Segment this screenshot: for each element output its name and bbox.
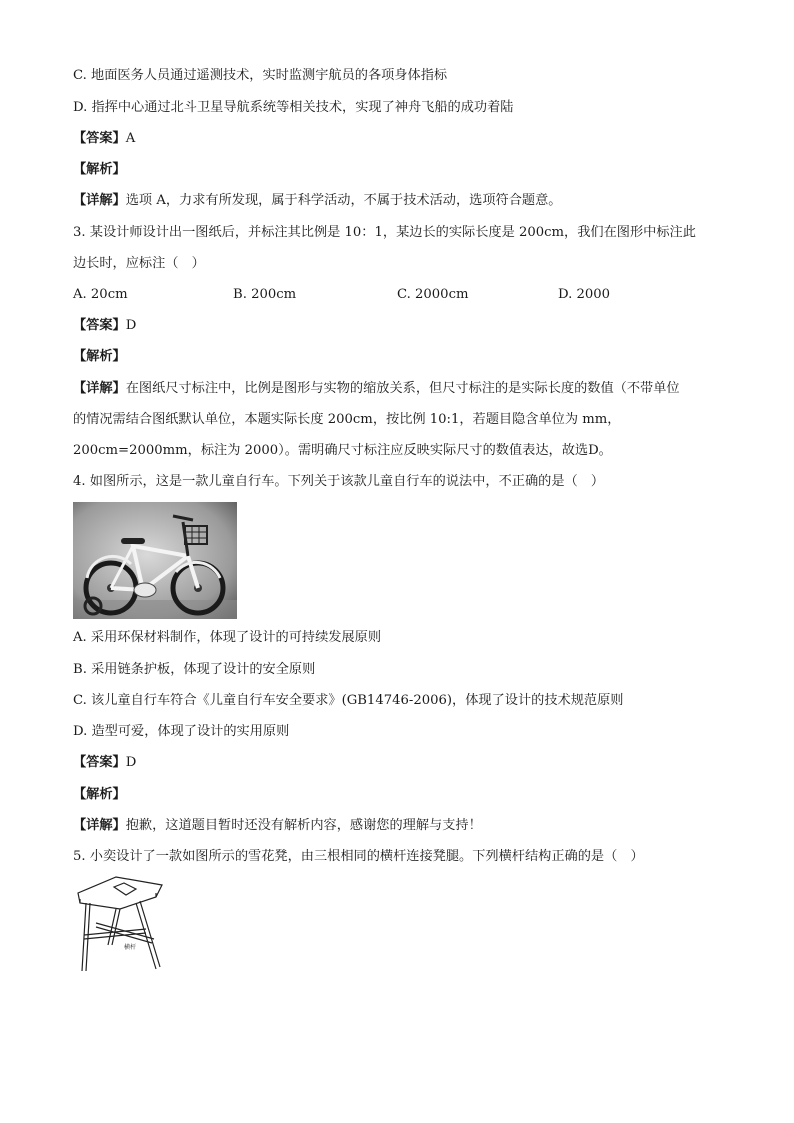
q3-option-c: C. 2000cm (397, 287, 469, 302)
bicycle-photo (73, 502, 237, 619)
q2-detail (73, 192, 561, 210)
q4-option-d: D. 造型可爱，体现了设计的实用原则 (73, 724, 290, 739)
q3-option-b: B. 200cm (233, 287, 297, 302)
analysis-tag: 【解析】 (73, 787, 126, 802)
q3-detail-line3: 200cm=2000mm，标注为 2000）。需明确尺寸标注应反映实际尺寸的数值表达，故选D。 (73, 443, 612, 458)
q2-answer (73, 130, 135, 148)
detail-text: 抱歉，这道题目暂时还没有解析内容，感谢您的理解与支持！ (125, 818, 482, 833)
analysis-tag: 【解析】 (73, 162, 126, 177)
q4-option-c: C. 该儿童自行车符合《儿童自行车安全要求》(GB14746-2006)，体现了设计的技术规范原则 (73, 693, 624, 708)
detail-tag: 【详解】 (73, 381, 126, 396)
q4-stem: 4. 如图所示，这是一款儿童自行车。下列关于该款儿童自行车的说法中，不正确的是（ ） (73, 474, 605, 489)
q3-analysis-tag (73, 348, 126, 366)
detail-tag: 【详解】 (73, 193, 126, 208)
analysis-tag: 【解析】 (73, 349, 126, 364)
detail-tag: 【详解】 (73, 818, 126, 833)
q3-option-d: D. 2000 (558, 287, 611, 302)
stool-figure (76, 873, 168, 973)
q3-detail-line2: 的情况需结合图纸默认单位，本题实际长度 200cm，按比例 10:1，若题目隐含单位为 mm， (73, 412, 621, 427)
answer-value: D (125, 318, 137, 333)
detail-text: 选项 A，力求有所发现，属于科学活动，不属于技术活动，选项符合题意。 (125, 193, 562, 208)
answer-tag: 【答案】 (73, 755, 126, 770)
q5-stem: 5. 小奕设计了一款如图所示的雪花凳，由三根相同的横杆连接凳腿。下列横杆结构正确的是（ ） (73, 849, 644, 864)
q4-option-a: A. 采用环保材料制作，体现了设计的可持续发展原则 (73, 630, 382, 645)
q4-detail (73, 817, 482, 835)
q2-option-c: C. 地面医务人员通过遥测技术，实时监测宇航员的各项身体指标 (73, 68, 448, 83)
q3-answer (73, 317, 136, 335)
answer-value: A (125, 131, 136, 146)
q2-analysis-tag (73, 161, 126, 179)
q3-stem-line2: 边长时，应标注（ ） (73, 256, 205, 271)
q3-option-a: A. 20cm (73, 287, 128, 302)
detail-text: 在图纸尺寸标注中，比例是图形与实物的缩放关系，但尺寸标注的是实际长度的数值（不带单位 (125, 381, 680, 396)
answer-value: D (125, 755, 137, 770)
q4-option-b: B. 采用链条护板，体现了设计的安全原则 (73, 662, 316, 677)
answer-tag: 【答案】 (73, 131, 126, 146)
q3-stem-line1: 3. 某设计师设计出一图纸后，并标注其比例是 10：1，某边长的实际长度是 200cm，我们在图形中标注此 (73, 225, 696, 240)
q4-analysis-tag (73, 786, 126, 804)
answer-tag: 【答案】 (73, 318, 126, 333)
q3-detail-line1 (73, 380, 680, 398)
crossbar-label: 横杆 (124, 944, 137, 951)
q4-answer (73, 754, 136, 772)
q2-option-d: D. 指挥中心通过北斗卫星导航系统等相关技术，实现了神舟飞船的成功着陆 (73, 100, 514, 115)
